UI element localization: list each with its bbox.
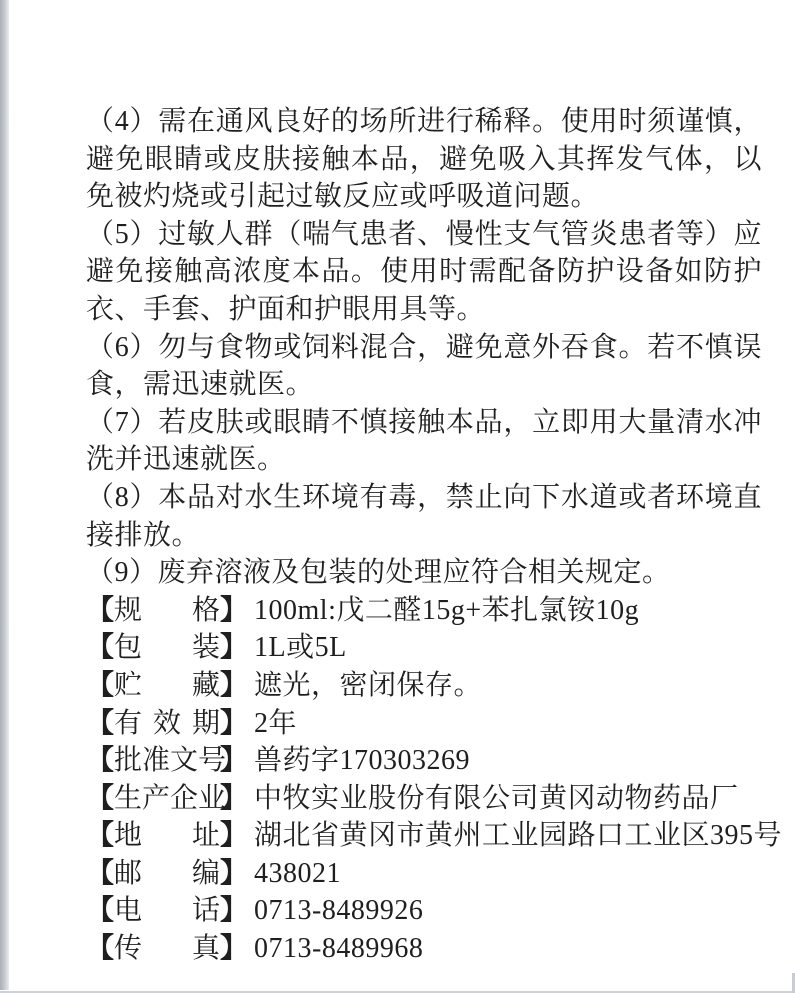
field-value: 湖北省黄冈市黄州工业园路口工业区395号 [254,820,783,852]
field-row-approval-number [86,742,762,780]
bracket-open: 【 [86,707,115,739]
field-row-address [86,817,783,855]
field-label: 有效期 [114,707,221,739]
field-value: 1L或5L [254,632,347,664]
bracket-close: 】 [220,669,249,701]
precaution-paragraph-8: （8）本品对水生环境有毒，禁止向下水道或者环境直接排放。 [86,481,762,551]
bracket-close: 】 [220,707,249,739]
bracket-close: 】 [220,820,249,852]
bracket-open: 【 [86,857,115,889]
specification-fields [86,592,783,968]
precaution-paragraph-7: （7）若皮肤或眼睛不慎接触本品，立即用大量清水冲洗并迅速就医。 [86,406,762,476]
precaution-paragraph-4: （4）需在通风良好的场所进行稀释。使用时须谨慎，避免眼睛或皮肤接触本品，避免吸入其挥发气体，以免被灼烧或引起过敏反应或呼吸道问题。 [86,106,762,213]
bracket-close: 】 [220,895,249,927]
field-value: 2年 [254,707,298,739]
field-row-storage [86,667,762,705]
bracket-open: 【 [86,632,115,664]
field-value: 100ml:戊二醛15g+苯扎氯铵10g [254,594,640,626]
field-label: 电话 [114,895,221,927]
field-label: 传真 [114,933,221,965]
field-value: 0713-8489926 [254,895,424,927]
field-value: 兽药字170303269 [254,745,471,777]
field-label: 邮编 [114,857,221,889]
field-value: 遮光，密闭保存。 [254,669,483,701]
field-label: 批准文号 [114,745,227,777]
field-label: 生产企业 [114,782,227,814]
document-body [86,103,783,968]
field-value: 中牧实业股份有限公司黄冈动物药品厂 [254,782,739,814]
scan-left-edge-shadow [0,0,9,990]
bracket-open: 【 [86,933,115,965]
bracket-close: 】 [220,632,249,664]
bracket-close: 】 [220,745,249,777]
field-label: 贮藏 [114,669,221,701]
bracket-open: 【 [86,594,115,626]
precaution-paragraph-6: （6）勿与食物或饲料混合，避免意外吞食。若不慎误食，需迅速就医。 [86,331,762,401]
bracket-open: 【 [86,782,115,814]
field-row-packaging [86,629,762,667]
field-row-manufacturer [86,780,762,818]
bracket-open: 【 [86,669,115,701]
field-label: 地址 [114,820,221,852]
bracket-close: 】 [220,782,249,814]
field-row-telephone [86,892,762,930]
field-label: 规格 [114,594,221,626]
field-value: 438021 [254,857,342,889]
field-row-specification [86,592,762,630]
field-row-fax [86,930,762,968]
field-value: 0713-8489968 [254,933,424,965]
bracket-close: 】 [220,594,249,626]
bracket-open: 【 [86,895,115,927]
bracket-open: 【 [86,820,115,852]
bracket-close: 】 [220,933,249,965]
bracket-open: 【 [86,745,115,777]
field-row-postal-code [86,855,762,893]
field-label: 包装 [114,632,221,664]
precaution-paragraph-9: （9）废弃溶液及包装的处理应符合相关规定。 [86,557,671,589]
field-row-shelf-life [86,705,762,743]
precaution-paragraph-5: （5）过敏人群（喘气患者、慢性支气管炎患者等）应避免接触高浓度本品。使用时需配备防护设备如防护衣、手套、护面和护眼用具等。 [86,218,762,325]
bracket-close: 】 [220,857,249,889]
